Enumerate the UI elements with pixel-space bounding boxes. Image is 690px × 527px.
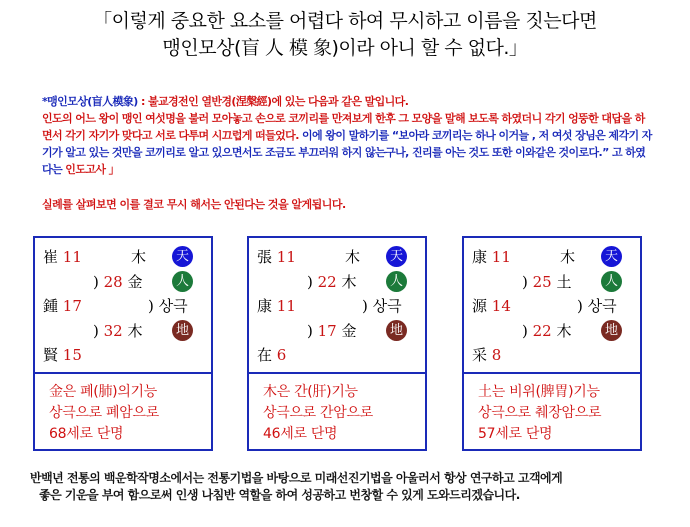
char-line-1 (472, 247, 511, 267)
hanja-char: 康 (472, 248, 488, 266)
example-note: 실례를 살펴보면 이를 결코 무시 해서는 안된다는 것을 알게됩니다. (42, 198, 346, 211)
card-divider (464, 372, 640, 374)
card-divider (35, 372, 211, 374)
relation-label: 상극 (158, 297, 188, 315)
relation-label: 상극 (587, 297, 617, 315)
relation-label: 상극 (372, 297, 402, 315)
headline-line-1: 「이렇게 중요한 요소를 어렵다 하여 무시하고 이름을 짓는다면 (93, 10, 597, 32)
stroke-count: 11 (276, 297, 296, 315)
char-line-3 (43, 345, 82, 365)
relation-line: ) 상극 (148, 297, 188, 315)
human-line: ) 28 金 (93, 273, 143, 291)
relation-line: ) 상극 (362, 297, 402, 315)
char-line-3 (472, 345, 501, 365)
human-line: ) 22 木 (307, 273, 357, 291)
intro-story-blue: 이에 왕이 말하기를 “보아라 코끼리는 하나 이거늘 , 저 여섯 장님은 제각기 자기가 알고 있는 것만을 코끼리로 알고 있으면서도 조금도 부끄러워 하지 않는구나, 진리를 아는 것도 또한 이와같은 것이로다.” 고 하였다는 (42, 129, 652, 176)
note-line: 68세로 단명 (49, 426, 124, 442)
earth-badge: 地 (386, 320, 407, 341)
headline-line-2: 맹인모상(盲 人 模 象)이라 아니 할 수 없다.」 (162, 37, 528, 59)
human-number: 28 (103, 273, 123, 291)
stroke-count: 11 (62, 248, 82, 266)
stroke-count: 11 (276, 248, 296, 266)
footer-text (30, 470, 670, 504)
earth-line: ) 32 木 (93, 322, 143, 340)
note-line: 木은 간(肝)기능 (263, 384, 358, 400)
char-line-2 (472, 296, 511, 316)
earth-number: 17 (317, 322, 337, 340)
headline (0, 8, 690, 62)
char-line-3 (257, 345, 286, 365)
stroke-count: 15 (62, 346, 82, 364)
heaven-element: 木 (560, 248, 576, 266)
earth-badge: 地 (172, 320, 193, 341)
human-element: 土 (556, 273, 572, 291)
heaven-badge: 天 (601, 246, 622, 267)
human-badge: 人 (601, 271, 622, 292)
stroke-count: 8 (491, 346, 502, 364)
char-line-1 (43, 247, 82, 267)
stroke-count: 6 (276, 346, 287, 364)
human-line: ) 25 土 (522, 273, 572, 291)
human-element: 金 (127, 273, 143, 291)
note-line: 상극으로 췌장암으로 (478, 405, 602, 421)
health-note (478, 382, 634, 445)
name-analysis-card-1 (33, 236, 213, 451)
note-line: 土는 비위(脾胃)기능 (478, 384, 600, 400)
earth-element: 木 (556, 322, 572, 340)
note-line: 46세로 단명 (263, 426, 338, 442)
earth-element: 金 (341, 322, 357, 340)
note-line: 57세로 단명 (478, 426, 553, 442)
human-number: 25 (532, 273, 552, 291)
hanja-char: 采 (472, 346, 488, 364)
earth-line: ) 22 木 (522, 322, 572, 340)
heaven-badge: 天 (172, 246, 193, 267)
heaven-element: 木 (345, 248, 361, 266)
char-line-1 (257, 247, 296, 267)
intro-term: *맹인모상(盲人模象) (42, 95, 138, 108)
note-line: 상극으로 폐암으로 (49, 405, 159, 421)
hanja-char: 在 (257, 346, 273, 364)
name-analysis-card-3 (462, 236, 642, 451)
human-element: 木 (341, 273, 357, 291)
stroke-count: 14 (491, 297, 511, 315)
human-badge: 人 (172, 271, 193, 292)
note-line: 상극으로 간암으로 (263, 405, 373, 421)
name-analysis-card-2 (247, 236, 427, 451)
earth-number: 32 (103, 322, 123, 340)
hanja-char: 源 (472, 297, 488, 315)
heaven-element: 木 (131, 248, 147, 266)
heaven-badge: 天 (386, 246, 407, 267)
intro-source: : 불교경전인 열반경(涅槃經)에 있는 다음과 같은 말입니다. (137, 95, 409, 108)
relation-line: ) 상극 (577, 297, 617, 315)
human-number: 22 (317, 273, 337, 291)
earth-badge: 地 (601, 320, 622, 341)
intro-story-red: 인도의 어느 왕이 맹인 여섯명을 불러 모아놓고 손으로 코끼리를 만져보게 한후 그 모양을 말해 보도록 하였더니 각기 엉뚱한 대답을 하면서 각기 자기가 맞다고 서로 다투며 시끄럽게 떠들었다. (42, 112, 645, 142)
health-note (49, 382, 205, 445)
card-divider (249, 372, 425, 374)
intro-paragraph (42, 93, 654, 178)
earth-element: 木 (127, 322, 143, 340)
stroke-count: 11 (491, 248, 511, 266)
human-badge: 人 (386, 271, 407, 292)
hanja-char: 康 (257, 297, 273, 315)
health-note (263, 382, 419, 445)
earth-number: 22 (532, 322, 552, 340)
hanja-char: 崔 (43, 248, 59, 266)
char-line-2 (43, 296, 82, 316)
note-line: 金은 폐(肺)의기능 (49, 384, 157, 400)
stroke-count: 17 (62, 297, 82, 315)
earth-line: ) 17 金 (307, 322, 357, 340)
footer-line-2: 좋은 기운을 부여 함으로써 인생 나침반 역할을 하여 성공하고 번창할 수 있게 도와드리겠습니다. (39, 488, 520, 502)
intro-story-end: 인도고사 」 (62, 163, 120, 176)
hanja-char: 張 (257, 248, 273, 266)
char-line-2 (257, 296, 296, 316)
hanja-char: 鍾 (43, 297, 59, 315)
footer-line-1: 반백년 전통의 백운학작명소에서는 전통기법을 바탕으로 미래선진기법을 아울러서 항상 연구하고 고객에게 (30, 471, 563, 485)
hanja-char: 賢 (43, 346, 59, 364)
